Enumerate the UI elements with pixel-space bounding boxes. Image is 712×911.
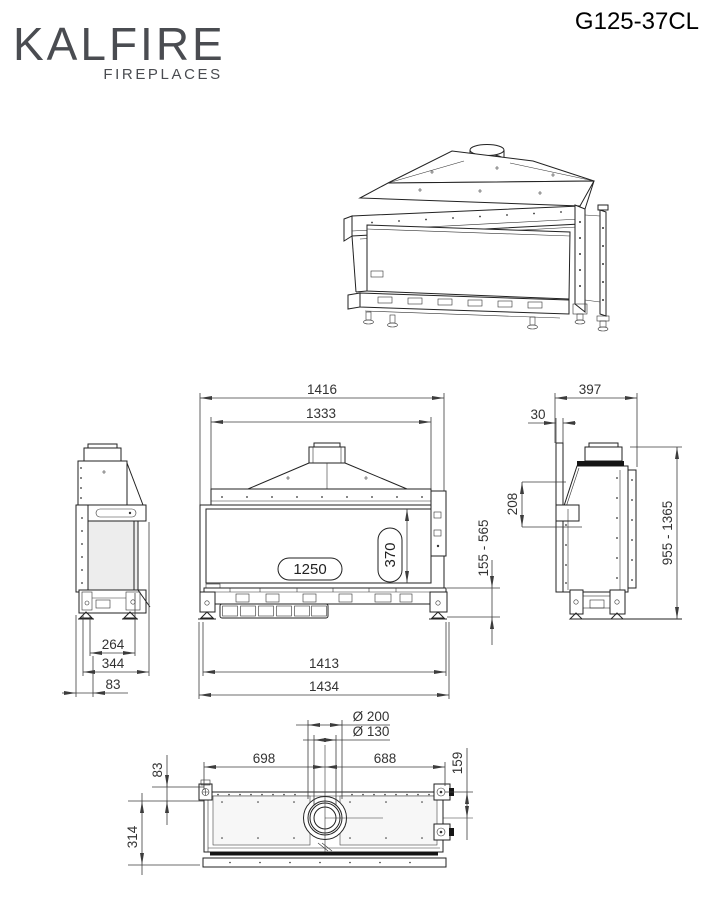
dim-right-top-section-label: 208: [505, 492, 520, 516]
dim-front-base-outer-label: 1434: [308, 679, 340, 694]
plan-left-panel: [213, 796, 310, 845]
dim-front-width-hood-label: 1333: [305, 406, 337, 421]
right-collar-lip: [589, 443, 618, 447]
left-collar: [84, 448, 121, 461]
front-vent-row: [220, 604, 328, 618]
right-column-3d: [573, 205, 609, 331]
dim-left-depth-total-label: 344: [101, 656, 125, 671]
dim-front-base-inner-label: 1413: [308, 656, 340, 671]
dim-right-height-range: [630, 447, 682, 619]
dim-front-base-inner: [203, 622, 446, 676]
left-body: [88, 521, 138, 590]
base-rail-3d: [348, 293, 569, 329]
front-burner-tray: [204, 588, 446, 604]
front-hood: [248, 463, 407, 489]
right-back-panel: [628, 470, 636, 588]
brand-name: KALFIRE: [13, 18, 226, 70]
left-hood: [78, 461, 127, 507]
dim-right-depth-total-label: 397: [578, 382, 602, 397]
model-number: G125-37CL: [574, 8, 699, 35]
dim-right-height-range-label: 955 - 1365: [660, 500, 675, 566]
dim-plan-flue-inner-label: Ø 130: [352, 724, 390, 739]
dim-plan-depth-label: 314: [125, 825, 140, 849]
dim-plan-center-left: [204, 751, 325, 790]
left-collar-lip: [88, 444, 117, 448]
dim-plan-front-offset-label: 83: [150, 762, 165, 778]
dim-plan-center-right: [325, 751, 445, 786]
right-band: [556, 505, 579, 521]
dim-left-depth-body-label: 264: [101, 637, 125, 652]
glass-panel-3d: [352, 225, 570, 299]
dim-plan-center-left-label: 698: [252, 751, 276, 766]
right-collar: [585, 447, 622, 461]
brand-subtitle: FIREPLACES: [103, 66, 223, 84]
dim-right-front-gap: [528, 407, 576, 444]
front-top-band: [211, 489, 431, 505]
glass-width-label: 1250: [293, 561, 327, 578]
label-glass-width: [278, 558, 342, 580]
dim-plan-flue-outer-label: Ø 200: [352, 709, 390, 724]
dim-plan-center-right-label: 688: [373, 751, 397, 766]
right-side-view: [505, 382, 682, 619]
dim-plan-flue-front-label: 159: [450, 751, 465, 775]
right-base: [570, 590, 625, 619]
dim-front-width-top-label: 1416: [306, 382, 338, 397]
left-base: [78, 590, 150, 619]
front-flue-collar: [309, 443, 345, 463]
right-body: [563, 466, 628, 592]
view-3d: [344, 145, 609, 332]
front-view: [198, 382, 500, 699]
left-band: [86, 505, 146, 521]
left-side-view: [62, 444, 150, 697]
dim-plan-depth: [125, 793, 200, 875]
dim-right-front-gap-label: 30: [530, 407, 546, 422]
dim-left-front-frame-label: 83: [105, 677, 121, 692]
dim-front-height-range: [447, 519, 500, 645]
plan-view: [125, 709, 473, 875]
hood-3d: [360, 151, 594, 209]
dim-front-height-range-label: 155 - 565: [476, 519, 491, 577]
dim-plan-front-offset: [128, 755, 204, 825]
glass-height-label: 370: [382, 542, 399, 568]
